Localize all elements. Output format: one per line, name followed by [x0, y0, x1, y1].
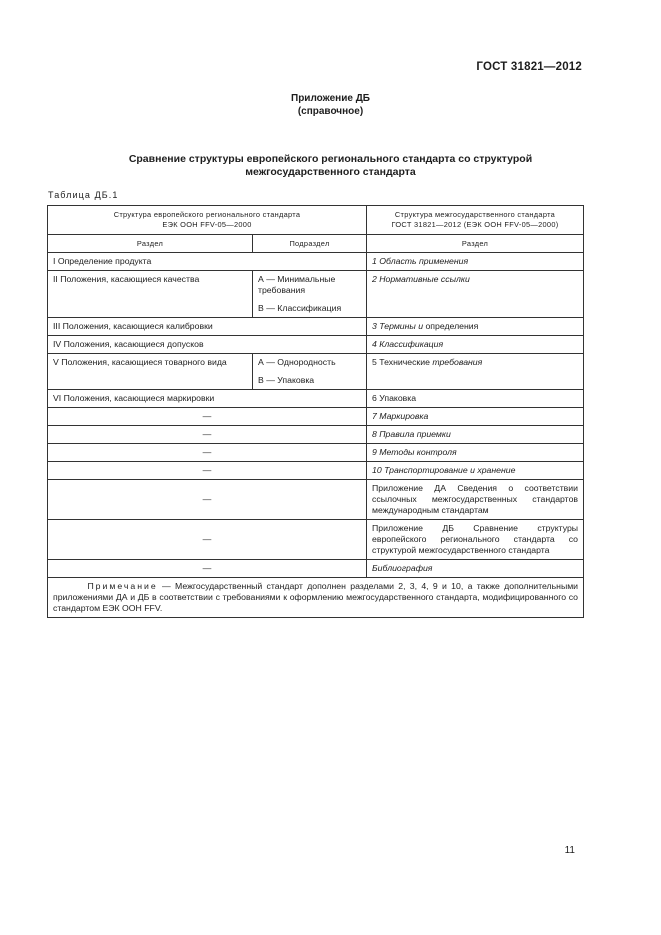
table-row — [48, 390, 584, 408]
standard-code: ГОСТ 31821—2012 — [476, 61, 582, 73]
cell-right: 1 Область применения — [367, 253, 584, 271]
subheader-section-right: Раздел — [367, 235, 584, 253]
subsection-a: А — Однородность — [258, 357, 336, 367]
cell-left: II Положения, касающиеся качества — [48, 271, 253, 318]
table-row — [48, 253, 584, 271]
table-caption: Таблица ДБ.1 — [48, 190, 119, 200]
cell-right: 10 Транспортирование и хранение — [367, 462, 584, 480]
cell-left: — — [48, 520, 367, 560]
cell-left: — — [48, 444, 367, 462]
cell-right: 9 Методы контроля — [367, 444, 584, 462]
table-row — [48, 354, 584, 390]
cell-right-italic: 3 Термины и — [372, 321, 424, 331]
table-row — [48, 408, 584, 426]
header-european-standard — [48, 206, 367, 235]
document-title-line2: межгосударственного стандарта — [245, 166, 416, 178]
annex-title: Приложение ДБ — [291, 93, 370, 104]
subsection-b: В — Классификация — [258, 303, 342, 313]
cell-right-plain: определения — [423, 321, 479, 331]
cell-left: — — [48, 408, 367, 426]
subheader-subsection: Подраздел — [253, 235, 367, 253]
cell-left: V Положения, касающиеся товарного вида — [48, 354, 253, 390]
cell-subsection — [253, 271, 367, 318]
table-row — [48, 336, 584, 354]
table-row — [48, 271, 584, 318]
cell-left: III Положения, касающиеся калибровки — [48, 318, 367, 336]
cell-right: Приложение ДА Сведения о соответствии ссылочных межгосударственных стандартов международным стандартам — [367, 480, 584, 520]
cell-left: — — [48, 426, 367, 444]
table-subheader-row — [48, 235, 584, 253]
subheader-section: Раздел — [48, 235, 253, 253]
cell-left: VI Положения, касающиеся маркировки — [48, 390, 367, 408]
subsection-b: В — Упаковка — [258, 375, 315, 385]
comparison-table — [47, 205, 584, 618]
subsection-a: А — Минимальные требования — [258, 274, 336, 295]
cell-left: — — [48, 480, 367, 520]
header-left-line1: Структура европейского регионального стандарта — [113, 210, 301, 219]
cell-right: 2 Нормативные ссылки — [367, 271, 584, 318]
table-row — [48, 426, 584, 444]
cell-right — [367, 354, 584, 390]
cell-right — [367, 318, 584, 336]
cell-right-plain: 5 Технические — [372, 357, 433, 367]
table-row — [48, 318, 584, 336]
header-right-line2: ГОСТ 31821—2012 (ЕЭК ООН FFV-05—2000) — [391, 220, 559, 229]
note-label: Примечание — [87, 581, 158, 591]
annex-heading — [0, 92, 661, 118]
cell-right: Приложение ДБ Сравнение структуры европейского регионального стандарта со структурой межгосударственного стандарта — [367, 520, 584, 560]
cell-right: 8 Правила приемки — [367, 426, 584, 444]
cell-right-italic: требования — [432, 357, 483, 367]
cell-right: 7 Маркировка — [367, 408, 584, 426]
header-interstate-standard — [367, 206, 584, 235]
cell-left: I Определение продукта — [48, 253, 367, 271]
table-header-row — [48, 206, 584, 235]
cell-right: 6 Упаковка — [367, 390, 584, 408]
note-text: — Межгосударственный стандарт дополнен разделами 2, 3, 4, 9 и 10, а также дополнительными приложениями ДА и ДБ в соответствии с требованиями к оформлению межгосударственного стандарта, модифицированного со стандартом ЕЭК ООН FFV. — [53, 581, 579, 613]
document-title-line1: Сравнение структуры европейского регионального стандарта со структурой — [128, 153, 533, 165]
table-row — [48, 462, 584, 480]
cell-left: — — [48, 560, 367, 578]
document-title — [0, 153, 661, 179]
cell-right: Библиография — [367, 560, 584, 578]
cell-left: IV Положения, касающиеся допусков — [48, 336, 367, 354]
annex-subtitle: (справочное) — [297, 106, 364, 117]
cell-right: 4 Классификация — [367, 336, 584, 354]
header-left-line2: ЕЭК ООН FFV-05—2000 — [162, 220, 252, 229]
table-row — [48, 520, 584, 560]
table-note — [48, 578, 584, 618]
table-row — [48, 560, 584, 578]
cell-subsection — [253, 354, 367, 390]
header-right-line1: Структура межгосударственного стандарта — [394, 210, 556, 219]
cell-left: — — [48, 462, 367, 480]
table-note-row — [48, 578, 584, 618]
table-row — [48, 444, 584, 462]
page-number: 11 — [564, 845, 575, 856]
table-row — [48, 480, 584, 520]
